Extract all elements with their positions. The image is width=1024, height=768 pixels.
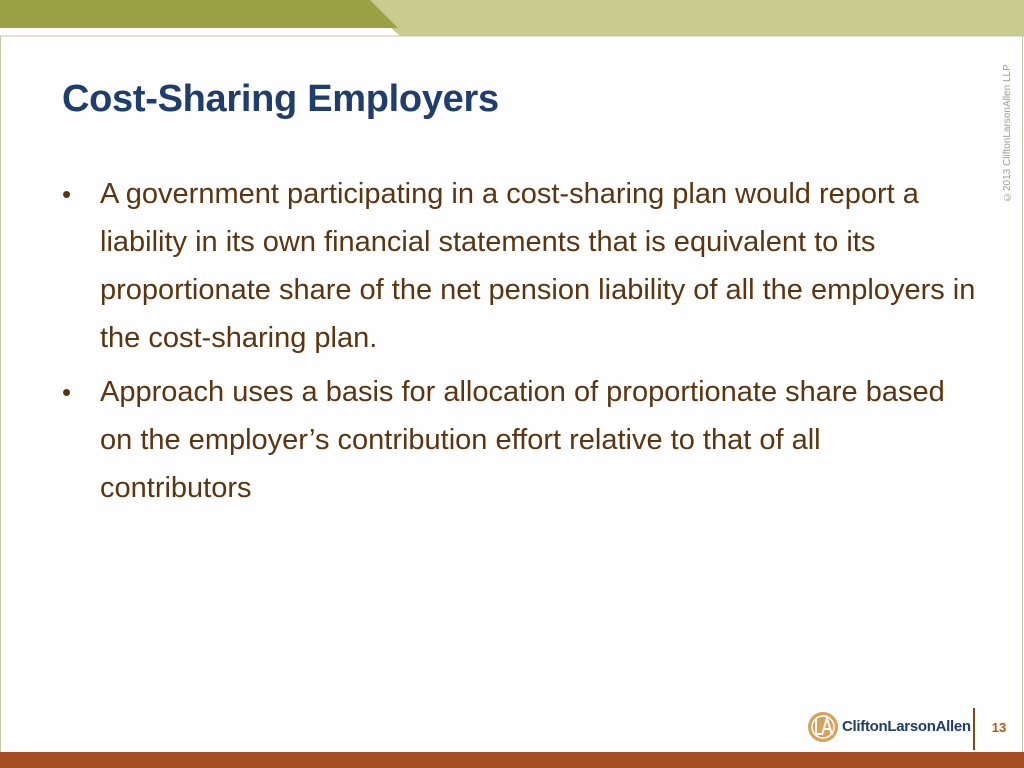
- bottom-decorative-band: [0, 752, 1024, 768]
- logo-mark-icon: [806, 710, 840, 744]
- copyright-notice: ©2013 CliftonLarsonAllen LLP: [1002, 64, 1013, 202]
- top-band-light: [360, 0, 1024, 36]
- bullet-item: [58, 170, 978, 362]
- logo-text: CliftonLarsonAllen: [842, 718, 971, 735]
- bullet-item: [58, 368, 978, 512]
- bullet-glyph: •: [62, 179, 72, 209]
- page-number: 13: [991, 720, 1007, 735]
- top-decorative-band: [0, 0, 1024, 40]
- bullet-text: A government participating in a cost-sharing plan would report a liability in its own financial statements that is equivalent to its proportionate share of the net pension liability of all the employers in the cost-sharing plan.: [100, 178, 976, 354]
- company-logo: [806, 708, 971, 748]
- bullet-glyph: •: [62, 377, 72, 407]
- footer-divider: [973, 708, 975, 750]
- bullet-list: [58, 170, 978, 518]
- slide-title: Cost-Sharing Employers: [62, 78, 499, 120]
- bullet-text: Approach uses a basis for allocation of proportionate share based on the employer’s contribution effort relative to that of all contributors: [100, 376, 945, 504]
- top-band-dark: [0, 0, 398, 28]
